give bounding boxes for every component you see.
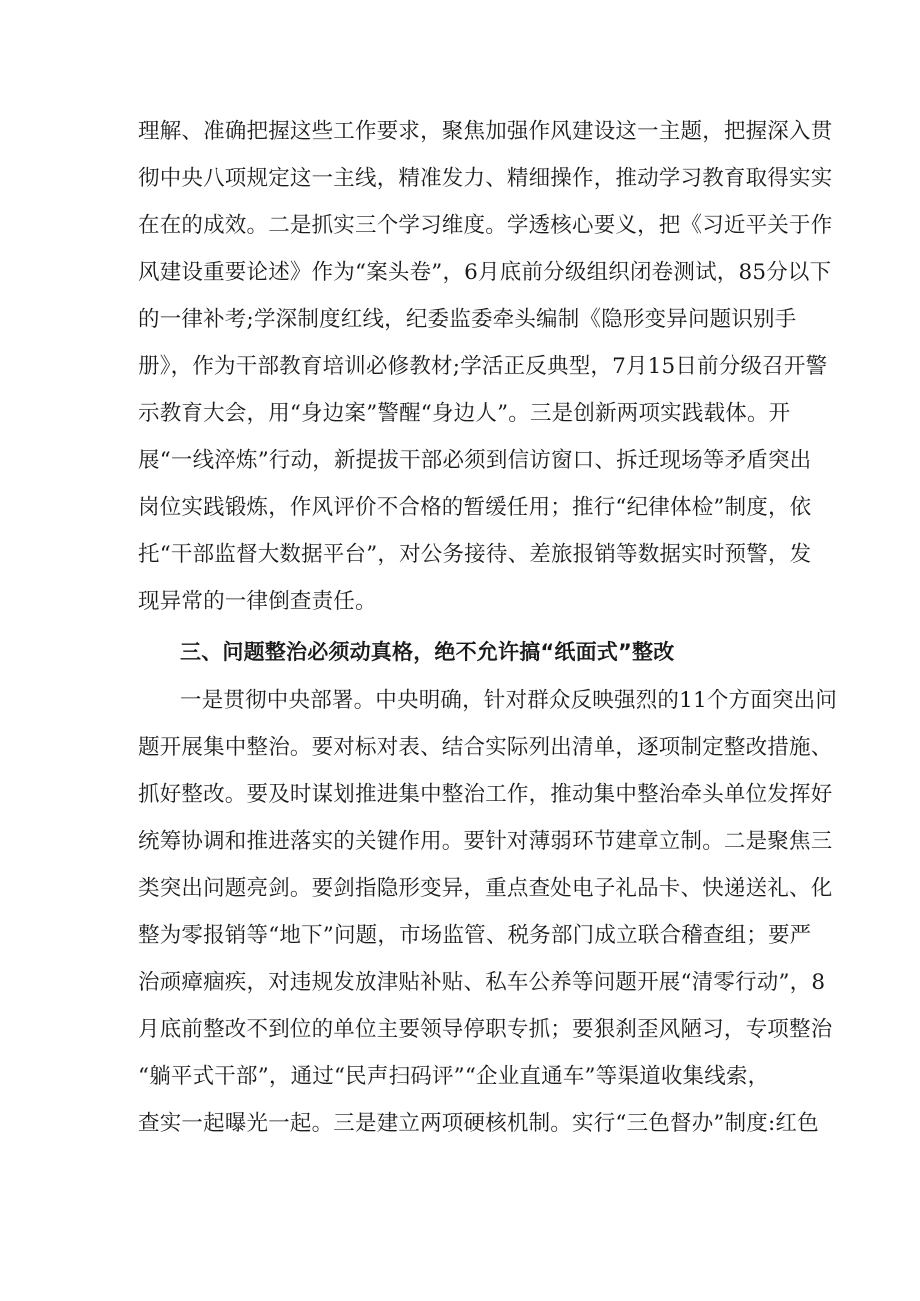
body-text-line: 抓好整改。要及时谋划推进集中整治工作，推动集中整治牵头单位发挥好 [138, 782, 833, 807]
body-text-line: 风建设重要论述》作为“案头卷”，6月底前分级组织闭卷测试，85分以下 [138, 260, 832, 285]
body-text-line: 类突出问题亮剑。要剑指隐形变异，重点查处电子礼品卡、快递送礼、化 [138, 876, 833, 901]
body-text-line: 册》，作为干部教育培训必修教材;学活正反典型，7月15日前分级召开警 [138, 354, 828, 379]
section-heading: 三、问题整治必须动真格，绝不允许搞“纸面式”整改 [180, 640, 675, 664]
body-text-line: 在在的成效。二是抓实三个学习维度。学透核心要义，把《习近平关于作 [138, 213, 833, 238]
body-text-line: 查实一起曝光一起。三是建立两项硬核机制。实行“三色督办”制度:红色 [138, 1111, 819, 1136]
body-text-line: 题开展集中整治。要对标对表、结合实际列出清单，逐项制定整改措施、 [138, 735, 833, 760]
body-text-line: 的一律补考;学深制度红线，纪委监委牵头编制《隐形变异问题识别手 [138, 307, 797, 332]
body-text-line: 整为零报销等“地下”问题，市场监管、税务部门成立联合稽查组；要严 [138, 923, 812, 948]
body-text-line: 治顽瘴痼疾，对违规发放津贴补贴、私车公养等问题开展“清零行动”，8 [138, 970, 826, 995]
body-text-line: 现异常的一律倒查责任。 [138, 589, 377, 614]
body-text-line: 彻中央八项规定这一主线，精准发力、精细操作，推动学习教育取得实实 [138, 166, 833, 191]
body-text-line: 月底前整改不到位的单位主要领导停职专抓；要狠刹歪风陋习，专项整治 [138, 1017, 833, 1042]
body-text-line: “躺平式干部”，通过“民声扫码评”“企业直通车”等渠道收集线索， [138, 1064, 770, 1089]
body-text-line: 一是贯彻中央部署。中央明确，针对群众反映强烈的11个方面突出问 [180, 688, 838, 713]
body-text-line: 理解、准确把握这些工作要求，聚焦加强作风建设这一主题，把握深入贯 [138, 119, 833, 144]
body-text-line: 统筹协调和推进落实的关键作用。要针对薄弱环节建章立制。二是聚焦三 [138, 829, 833, 854]
body-text-line: 示教育大会，用“身边案”警醒“身边人”。三是创新两项实践载体。开 [138, 401, 791, 426]
body-text-line: 展“一线淬炼”行动，新提拔干部必须到信访窗口、拆迁现场等矛盾突出 [138, 448, 812, 473]
body-text-line: 托“干部监督大数据平台”，对公务接待、差旅报销等数据实时预警，发 [138, 542, 812, 567]
body-text-line: 岗位实践锻炼，作风评价不合格的暂缓任用；推行“纪律体检”制度，依 [138, 495, 812, 520]
